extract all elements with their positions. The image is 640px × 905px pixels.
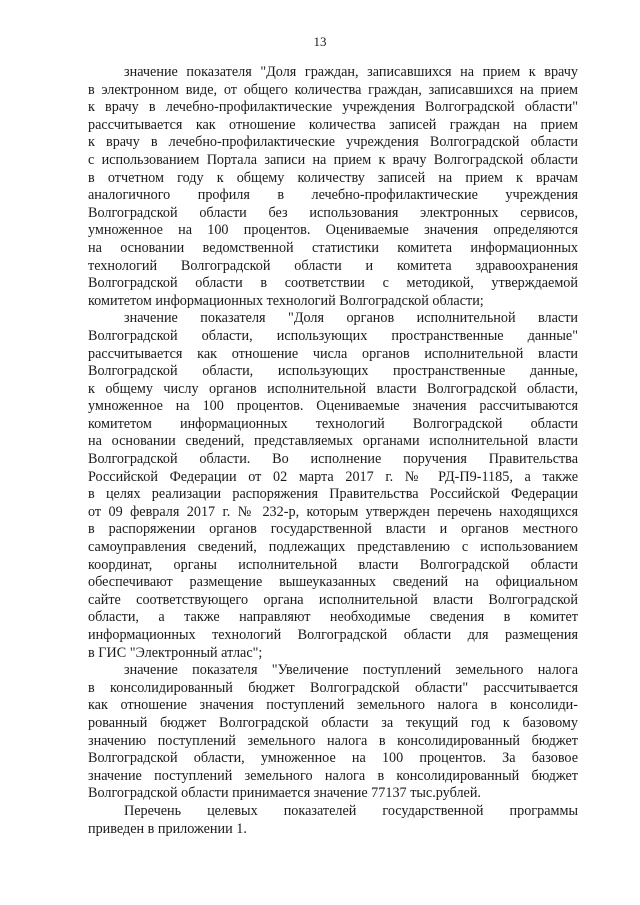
text-line: на основании ведомственной статистики комитета информационных	[88, 239, 578, 256]
page-number: 13	[313, 34, 327, 49]
text-line: приведен в приложении 1.	[88, 820, 247, 837]
text-line: в распоряжении органов государственной власти и органов местного	[88, 521, 578, 538]
text-line: рованный бюджет Волгоградской области за текущий год к базовому	[88, 714, 578, 731]
text-line: в ГИС "Электронный атлас";	[88, 644, 263, 661]
text-line: в целях реализации распоряжения Правительства Российской Федерации	[88, 486, 578, 503]
text-line: значению поступлений земельного налога в консолидированный бюджет	[88, 732, 578, 749]
text-line: обеспечивают размещение вышеуказанных сведений на официальном	[88, 574, 578, 591]
text-line: в отчетном году к общему количеству записей на прием к врачам	[88, 169, 578, 186]
text-line: умноженное на 100 процентов. Оцениваемые значения определяются	[88, 222, 578, 239]
text-line: координат, органы исполнительной власти Волгоградской области	[88, 556, 578, 573]
text-line: комитетом информационных технологий Волгоградской области;	[88, 292, 484, 309]
text-line: значение показателя "Увеличение поступлений земельного налога	[124, 662, 578, 679]
text-line: технологий Волгоградской области и комитета здравоохранения	[88, 257, 578, 274]
text-line: в электронном виде, от общего количества граждан, записавшихся на прием	[88, 81, 578, 98]
text-line: к общему числу органов исполнительной власти Волгоградской области,	[88, 380, 578, 397]
text-line: Волгоградской области. Во исполнение поручения Правительства	[88, 451, 578, 468]
text-line: информационных технологий Волгоградской области для размещения	[88, 627, 578, 643]
text-line: аналогичного профиля в лечебно-профилактические учреждения	[88, 187, 578, 204]
text-line: к врачу в лечебно-профилактические учреждения Волгоградской области	[88, 134, 578, 151]
text-line: комитетом информационных технологий Волгоградской области	[88, 415, 578, 432]
text-line: Волгоградской области в соответствии с методикой, утверждаемой	[88, 275, 578, 292]
text-line: на основании сведений, представляемых органами исполнительной власти	[88, 433, 578, 450]
text-line: к врачу в лечебно-профилактические учреждения Волгоградской области"	[88, 99, 578, 116]
paragraph	[88, 662, 578, 803]
text-line: значение показателя "Доля граждан, записавшихся на прием к врачу	[124, 64, 578, 80]
paragraph	[88, 310, 578, 662]
text-line: с использованием Портала записи на прием к врачу Волгоградской области	[88, 151, 578, 168]
text-line: Волгоградской области принимается значение 77137 тыс.рублей.	[88, 785, 481, 802]
text-line: как отношение значения поступлений земельного налога в консолиди-	[88, 697, 578, 714]
text-line: Российской Федерации от 02 марта 2017 г. № РД-П9-1185, а также	[88, 468, 578, 485]
paragraph	[88, 803, 578, 838]
text-line: Волгоградской области, использующих пространственные данные"	[88, 327, 578, 344]
text-line: умноженное на 100 процентов. Оцениваемые значения рассчитываются	[88, 398, 578, 415]
text-line: Волгоградской области, использующих пространственные данные,	[88, 363, 578, 380]
text-line: самоуправления сведений, подлежащих представлению с использованием	[88, 539, 578, 556]
text-line: значение поступлений земельного налога в консолидированный бюджет	[88, 767, 578, 784]
text-line: области, а также направляют необходимые сведения в комитет	[88, 609, 578, 626]
text-line: от 09 февраля 2017 г. № 232-р, которым утвержден перечень находящихся	[88, 503, 578, 520]
text-line: значение показателя "Доля органов исполнительной власти	[124, 310, 578, 327]
text-line: в консолидированный бюджет Волгоградской области" рассчитывается	[88, 679, 578, 696]
text-line: Волгоградской области, умноженное на 100 процентов. За базовое	[88, 750, 578, 767]
paragraph	[88, 64, 578, 310]
text-line: сайте соответствующего органа исполнительной власти Волгоградской	[88, 591, 578, 608]
document-body	[88, 64, 578, 838]
text-line: рассчитывается как отношение числа органов исполнительной власти	[88, 345, 578, 362]
text-line: рассчитывается как отношение количества записей граждан на прием	[88, 116, 578, 133]
text-line: Волгоградской области без использования электронных сервисов,	[88, 204, 578, 221]
text-line: Перечень целевых показателей государственной программы	[124, 802, 578, 819]
